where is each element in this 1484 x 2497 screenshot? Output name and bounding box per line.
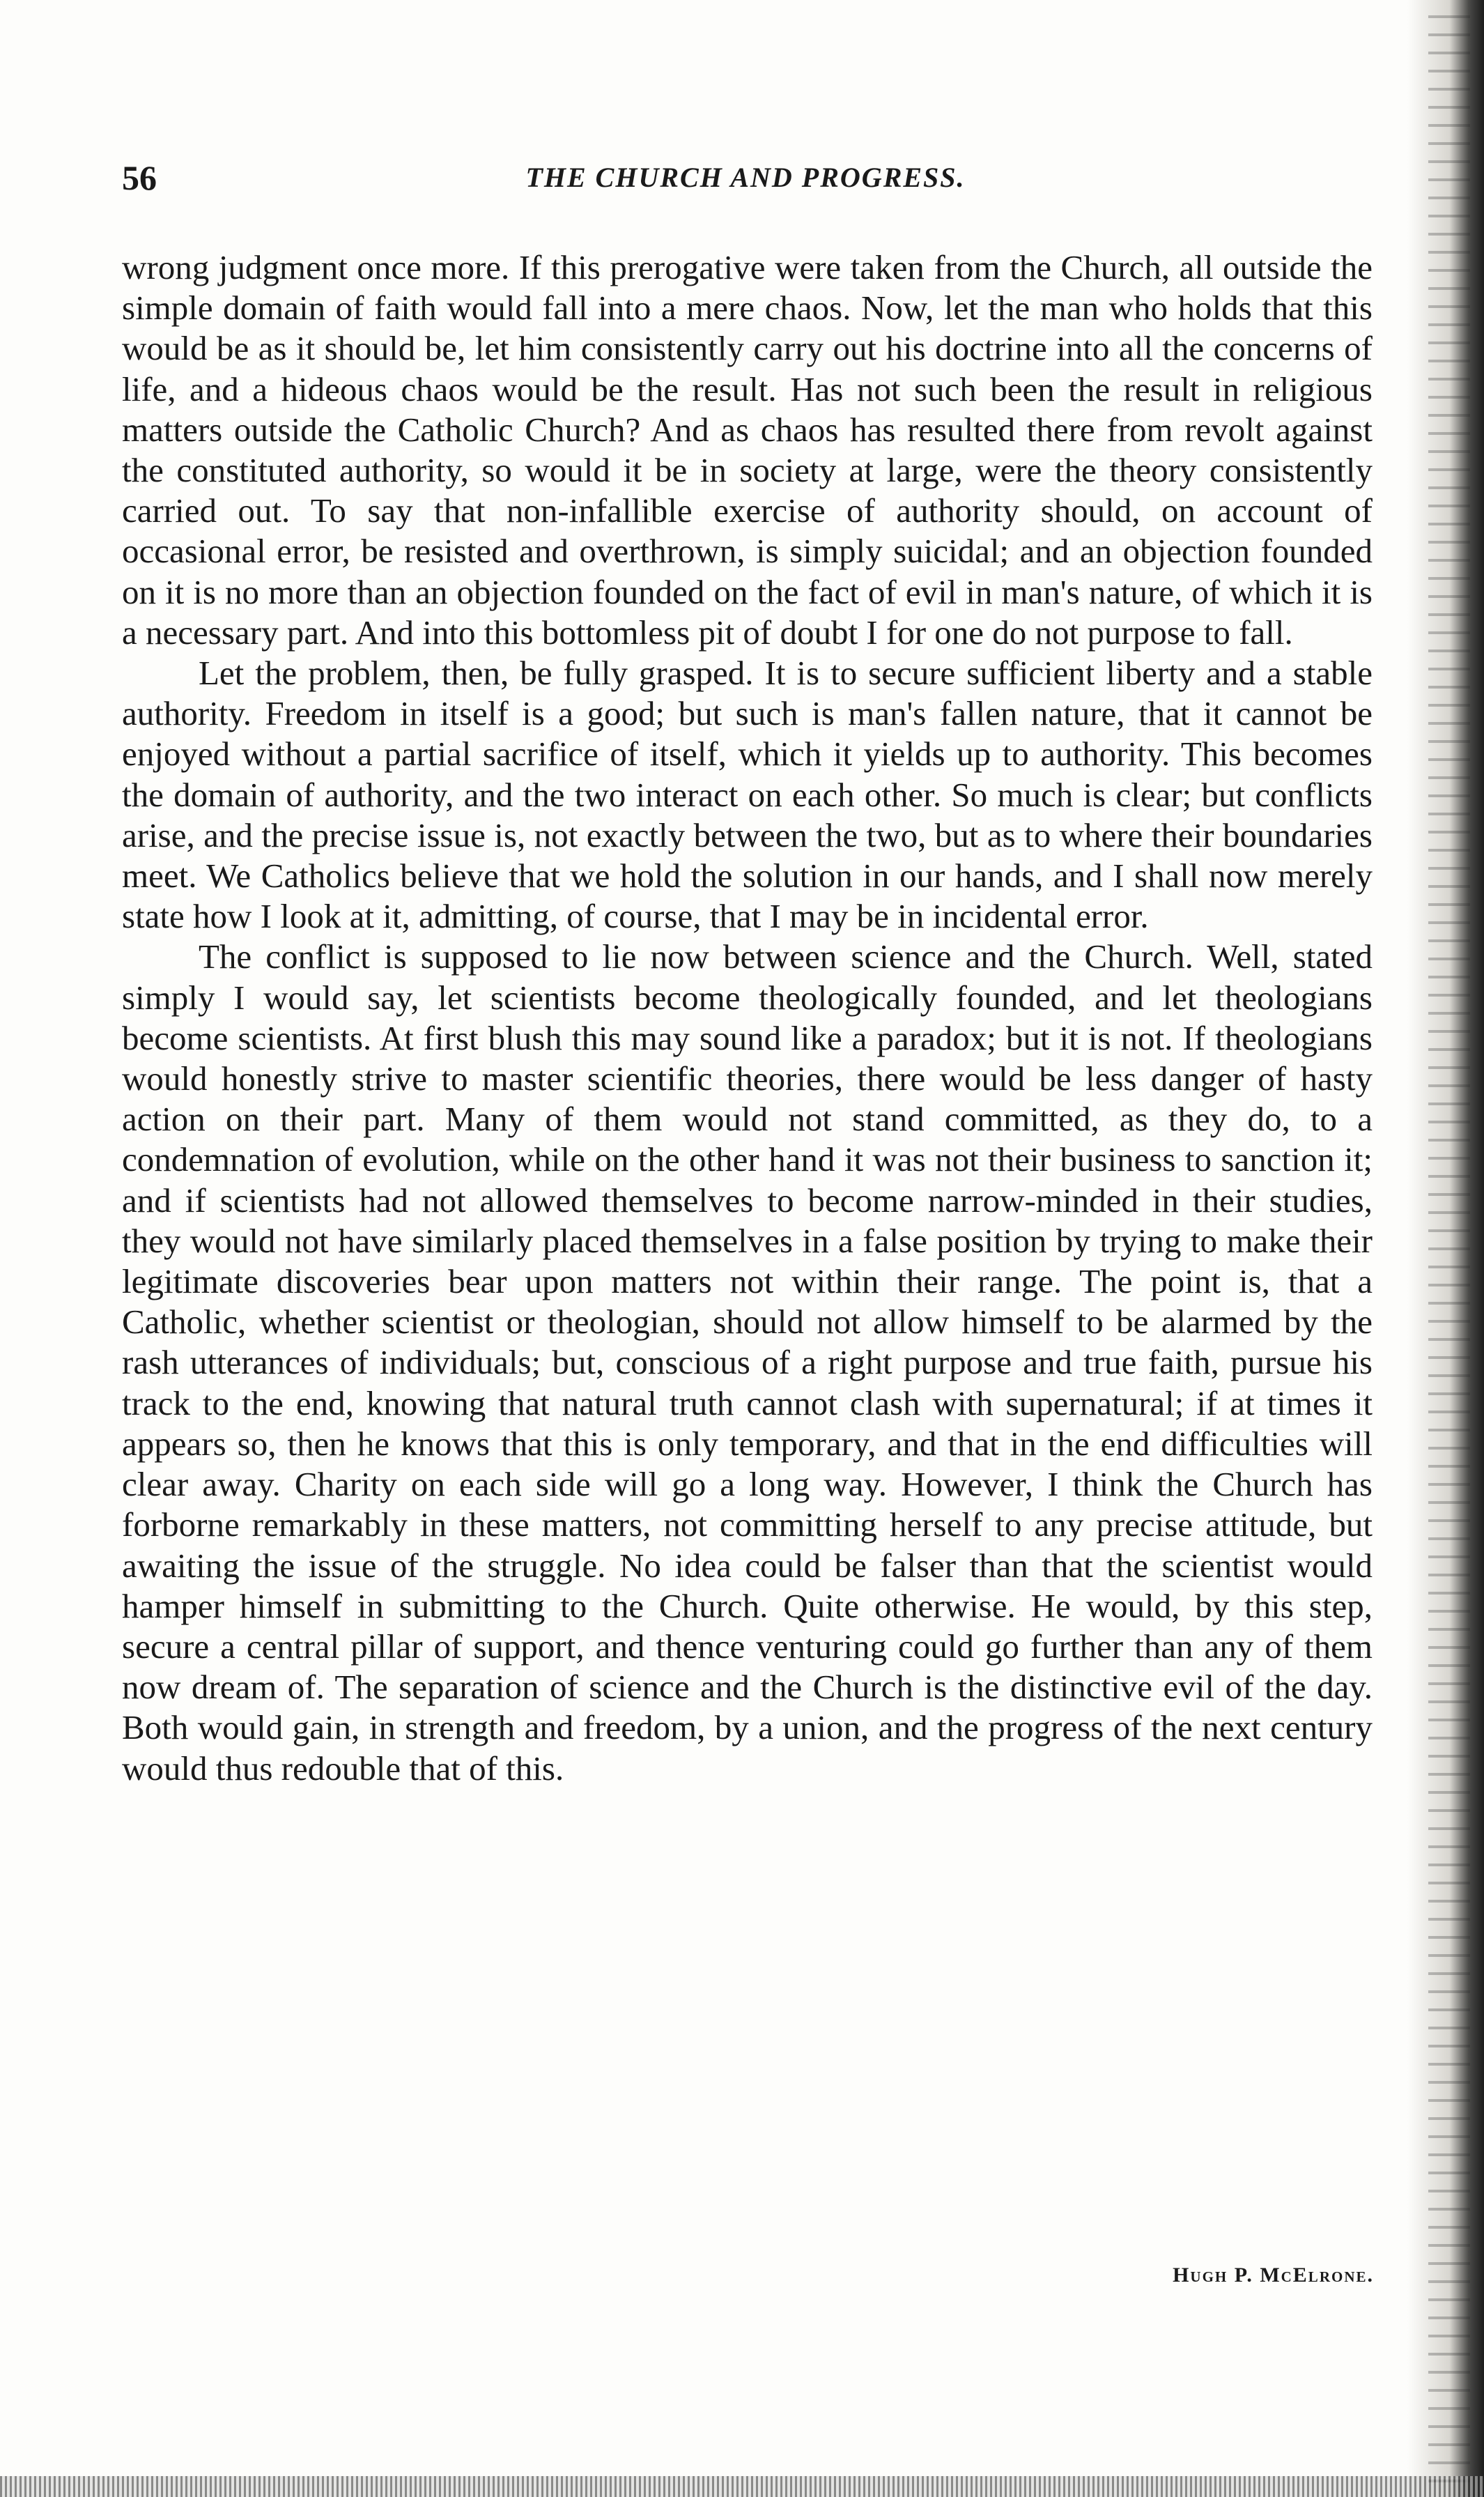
paragraph: wrong judgment once more. If this prerogative were taken from the Church, all outside the simple domain of faith would fall into a mere chaos. Now, let the man who holds that this would be as it should be, let him consistently carry out his doctrine into all the concerns of life, and a hideous chaos would be the result. Has not such been the result in religious matters outside the Catholic Church? And as chaos has resulted there from revolt against the constituted authority, so would it be in society at large, were the theory consistently carried out. To say that non-infallible exercise of authority should, on account of occasional error, be resisted and overthrown, is simply suicidal; and an objection founded on it is no more than an objection founded on the fact of evil in man's nature, of which it is a necessary part. And into this bottomless pit of doubt I for one do not purpose to fall.: [122, 248, 1373, 652]
page-edge-texture: [1428, 0, 1470, 2497]
paragraph: The conflict is supposed to lie now between science and the Church. Well, stated simply I would say, let scientists become theologically founded, and let theologians become scientists. At first blush this may sound like a paradox; but it is not. If theologians would honestly strive to master scientific theories, there would be less danger of hasty action on their part. Many of them would not stand committed, as they do, to a condemnation of evolution, while on the other hand it was not their business to sanction it; and if scientists had not allowed themselves to become narrow-minded in their studies, they would not have similarly placed themselves in a false position by trying to make their legitimate discoveries bear upon matters not within their range. The point is, that a Catholic, whether scientist or theologian, should not allow himself to be alarmed by the rash utterances of individuals; but, conscious of a right purpose and true faith, pursue his track to the end, knowing that natural truth cannot clash with supernatural; if at times it appears so, then he knows that this is only temporary, and that in the end difficulties will clear away. Charity on each side will go a long way. However, I think the Church has forborne remarkably in these matters, not committing herself to any precise attitude, but awaiting the issue of the struggle. No idea could be falser than that the scientist would hamper himself in submitting to the Church. Quite otherwise. He would, by this step, secure a central pillar of support, and thence venturing could go further than any of them now dream of. The separation of science and the Church is the distinctive evil of the day. Both would gain, in strength and freedom, by a union, and the progress of the next century would thus redouble that of this.: [122, 937, 1373, 1788]
paragraph: Let the problem, then, be fully grasped. It is to secure sufficient liberty and a stable authority. Freedom in itself is a good; but such is man's fallen nature, that it cannot be enjoyed without a partial sacrifice of itself, which it yields up to authority. This becomes the domain of authority, and the two interact on each other. So much is clear; but conflicts arise, and the precise issue is, not exactly between the two, but as to where their boundaries meet. We Catholics believe that we hold the solution in our hands, and I shall now merely state how I look at it, admitting, of course, that I may be in incidental error.: [122, 654, 1373, 936]
page-header: [122, 153, 1369, 202]
author-signature: Hugh P. McElrone.: [1173, 2264, 1374, 2287]
page-number: 56: [122, 158, 157, 197]
body-text: [122, 247, 1373, 1789]
bottom-scan-artifact: [0, 2476, 1484, 2497]
running-title: THE CHURCH AND PROGRESS.: [525, 162, 966, 193]
